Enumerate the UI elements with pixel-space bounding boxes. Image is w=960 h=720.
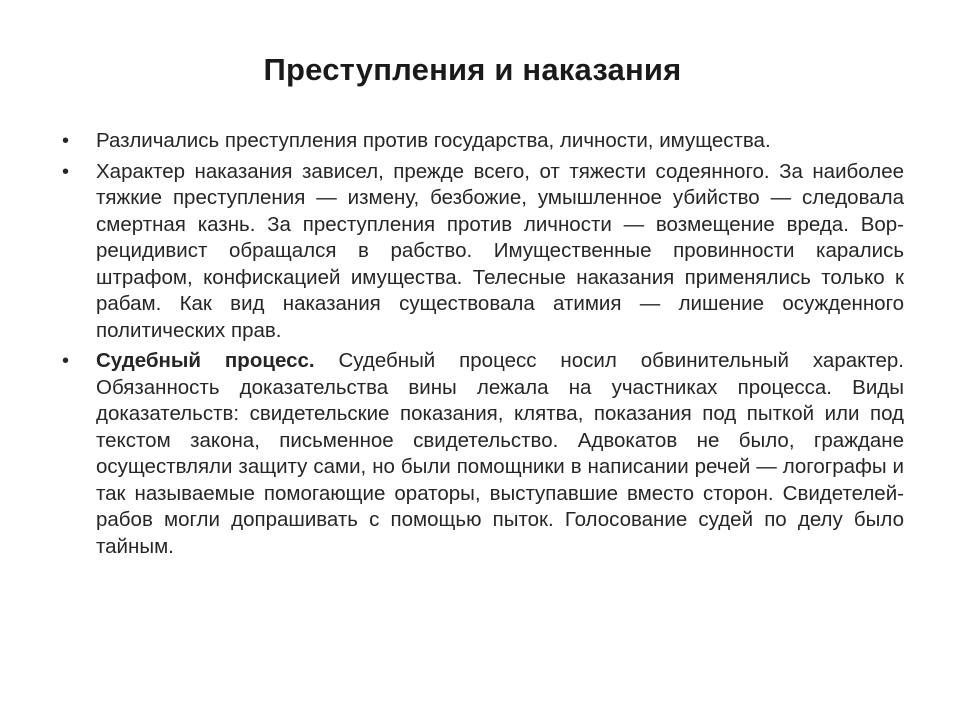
bullet-text: Характер наказания зависел, прежде всего, от тяжести содеянного. За наиболее тяжкие преступления — измену, безбожие, умышленное убийство — следовала смертная казнь. За преступления против личности — возмещение вреда. Вор-рецидивист обращался в рабство. Имущественные провинности карались штрафом, конфискацией имущества. Телесные наказания применялись только к рабам. Как вид наказания существовала атимия — лишение осужденного политических прав.	[96, 159, 904, 342]
bullet-marker: •	[62, 130, 70, 152]
bullet-marker: •	[62, 160, 70, 183]
bullet-item-punishments	[62, 159, 904, 345]
bullet-marker: •	[62, 350, 70, 372]
bullet-item-crime-types	[62, 128, 904, 155]
slide-title: Преступления и наказания	[263, 52, 682, 87]
bullet-list	[62, 128, 904, 564]
bullet-bold-lead: Судебный процесс.	[96, 349, 315, 372]
bullet-text: Судебный процесс носил обвинительный характер. Обязанность доказательства вины лежала на участниках процесса. Виды доказательств: свидетельские показания, клятва, показания под пыткой или под текстом закона, письменное свидетельство. Адвокатов не было, граждане осуществляли защиту сами, но были помощники в написании речей — логографы и так называемые помогающие ораторы, выступавшие вместо сторон. Свидетелей-рабов могли допрашивать с помощью пыток. Голосование судей по делу было тайным.	[96, 349, 904, 558]
bullet-text: Различались преступления против государства, личности, имущества.	[96, 129, 771, 152]
bullet-item-court-process	[62, 348, 904, 560]
